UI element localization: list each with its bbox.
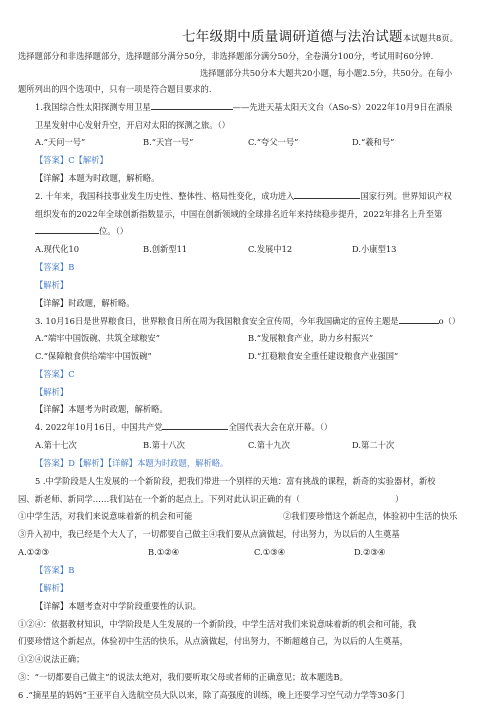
q5-detail: 【详解】本题考查对中学阶段重要性的认识。 [35,601,201,611]
q2-option-c: C.发展中12 [248,244,293,254]
q1-option-d: D.“羲和号” [352,137,395,147]
q3-option-b: B.“发展粮食产业，助力乡村振兴” [248,333,374,343]
q3-option-c: C.“保障粮食供给端牢中国饭碗” [35,351,152,361]
q6-stem-line-1: 6 .“摘星星的妈妈”王亚平自入选航空员大队以来，除了高强度的训练，晚上还要学习空气动力学等30多门 [18,690,405,700]
q3-detail: 【详解】本题考为时政题，解析略。 [35,404,168,414]
q1-answer: 【答案】C [35,155,75,165]
q4-answer: 【答案】D【解析】【详解】本题为时政题，解析略。 [35,458,229,468]
q1-stem-part-a: 1.我国综合性太阳探测专用卫星 [35,102,151,112]
q3-stem-part-a: 3. 10月16日是世界粮食日，世界粮食日所在周为我国粮食安全宣传周，今年我国确定的宣传主题是 [35,316,399,326]
q2-stem-part-a: 2. 十年来，我国科技事业发生历史性、整体性、格局性变化，成功进入 [35,191,295,201]
q5-explanation-2: 们要珍惜这个新起点，体验初中生活的快乐，从点滴做起，付出努力，不断超越自己，为以后的人生奠基， [18,636,408,646]
q3-option-a: A.“端牢中国饭碗、共筑全球粮安” [35,333,160,343]
q5-item-3: ③升入初中，我已经是个大人了，一切都要自己做主④我们要从点滴做起，付出努力，为以后的人生奠基 [18,529,400,539]
intro-line-2: 选择题部分共50分本大题共20小题，每小题2.5分，共50分。在每小 [200,68,453,78]
q4-option-b: B.第十八次 [143,440,185,450]
q5-answer: 【答案】B [35,565,75,575]
q1-option-c: C.“夸父一号” [248,137,299,147]
q5-stem-part-b-end: ） [395,494,404,504]
q3-blank [399,322,439,324]
q5-option-d: D.②③④ [354,547,386,557]
intro-line-1: 选择题部分和非选择题部分，选择题部分满分50分，非选择题部分满分50分，全卷满分100分，考试用时60分钟. [18,51,434,61]
q2-option-d: D.小康型13 [352,244,397,254]
q1-option-a: A.“天问一号” [35,137,86,147]
q4-option-c: C.第十九次 [248,440,290,450]
title-row [182,31,458,45]
page-title: 七年级期中质量调研道德与法治试题 [182,29,403,45]
q5-item-2: ②我们要珍惜这个新起点，体验初中生活的快乐 [283,511,458,521]
q4-option-a: A.第十七次 [35,440,77,450]
q2-analysis-tag: 【解析】 [35,280,69,290]
q3-stem-part-b: o（） [438,316,461,326]
q4-option-d: D.第二十次 [352,440,395,450]
q4-stem-part-a: 4. 2022年10月16日，中国共产党 [35,422,163,432]
q1-answer-row [35,156,108,164]
q5-explanation-4: ③：“一切都要自己做主”的说法太绝对，我们要听取父母或者师的正确意见；故本题选B。 [18,672,348,682]
q4-blank [162,428,228,430]
q5-explanation-3: ①②④说法正确； [18,654,85,664]
q5-stem-line-1: 5 .中学阶段是人生发展的一个新阶段，把我们带进一个别样的天地：富有挑战的课程，新奇的实验器材，新校 [35,476,436,486]
q2-blank-1 [294,197,360,199]
q1-stem-line-1 [35,103,453,111]
q1-stem-line-2: 卫星发射中心发射升空，开启对太阳的探测之旅。（） [35,120,230,130]
q2-stem-line-1 [35,192,452,200]
q4-answer-line [35,459,228,467]
q2-stem-part-d: 位。（） [99,226,129,236]
q5-option-b: B.①②④ [148,547,180,557]
q5-option-c: C.①③④ [254,547,286,557]
q3-answer: 【答案】C [35,369,75,379]
q5-stem-part-b: 园、新老师、新同学……我们站在一个新的起点上。下列对此认识正确的有（ [18,494,301,504]
q3-analysis-tag: 【解析】 [35,387,69,397]
intro-line-3: 题所列出的四个选项中，只有一项是符合题目要求的. [18,84,212,94]
q2-answer: 【答案】B [35,262,75,272]
q5-analysis-tag: 【解析】 [35,583,69,593]
q2-stem-part-b: 国家行列。世界知识产权 [360,191,452,201]
q5-item-1: ①中学生活，对我们来说意味着新的机会和可能 [18,511,193,521]
q5-option-a: A.①②③ [18,547,49,557]
q1-stem-part-b: ——先进天基太阳天文台（ASo-S）2022年10月9日在酒泉 [232,102,453,112]
q2-stem-line-3 [35,227,128,235]
q2-stem-line-2: 组织发布的2022年全球创新指数显示，中国在创新领域的全球排名近年来持续稳步提升，2022年排名上升至第 [35,209,443,219]
q5-stem-line-2 [18,495,403,503]
q4-stem-part-b: 全国代表大会在京开幕。（） [228,422,333,432]
q3-option-d: D.“扛稳粮食安全重任建设粮食产业强国” [248,351,399,361]
q1-option-b: B.“天宫一号” [143,137,194,147]
q3-stem-line-1 [35,317,460,325]
q4-stem [35,423,332,431]
q2-detail: 【详解】时政题，解析略。 [35,298,135,308]
title-note: 本试题共8页。 [402,33,458,43]
q1-analysis-tag: 【解析】 [74,155,108,165]
q1-blank [151,108,233,110]
q2-option-b: B.创新型11 [143,244,188,254]
q1-detail: 【详解】本题为时政题，解析略。 [35,173,160,183]
q2-option-a: A.现代化10 [35,244,80,254]
q5-explanation-1: ①②④：依据教材知识，中学阶段是人生发展的一个新阶段，中学生活对我们来说意味着新的机会和可能，我 [18,619,417,629]
q2-blank-2 [35,232,99,234]
